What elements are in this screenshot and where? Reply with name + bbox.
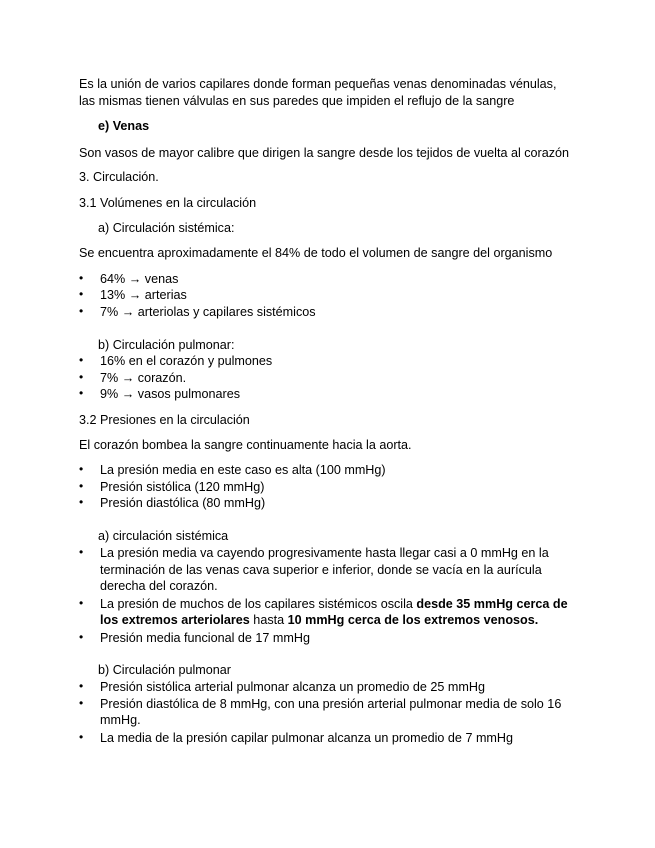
bullet-dot: • [79,596,84,610]
bullet-dot: • [79,679,84,693]
bold-text-run: desde 35 mmHg cerca de [416,597,568,611]
list-item: 13% → arterias [100,288,187,302]
list-item: Presión media funcional de 17 mmHg [100,631,311,645]
section-3-1-title: 3.1 Volúmenes en la circulación [79,196,257,210]
section-3-2-title: 3.2 Presiones en la circulación [79,413,250,427]
bullet-dot: • [79,271,84,285]
list-item: 64% → venas [100,272,179,286]
intro-line-1: Es la unión de varios capilares donde forman pequeñas venas denominadas vénulas, [79,77,557,91]
list-item-line: derecha del corazón. [100,579,218,593]
list-item: Presión sistólica (120 mmHg) [100,480,265,494]
bullet-dot: • [79,495,84,509]
bullet-dot: • [79,630,84,644]
list-item: 16% en el corazón y pulmones [100,354,273,368]
bullet-dot: • [79,287,84,301]
list-item: 7% → corazón. [100,371,187,385]
section-3-2-sub-a: a) circulación sistémica [98,529,229,543]
bold-text-run: los extremos arteriolares [100,613,250,627]
bullet-dot: • [79,462,84,476]
bullet-dot: • [79,696,84,710]
bullet-dot: • [79,353,84,367]
text-run: hasta [249,613,288,627]
list-item: La media de la presión capilar pulmonar alcanza un promedio de 7 mmHg [100,731,514,745]
section-3-title: 3. Circulación. [79,170,159,184]
list-item: La presión media en este caso es alta (100 mmHg) [100,463,386,477]
list-item: 7% → arteriolas y capilares sistémicos [100,305,316,319]
text-run: La presión de muchos de los capilares sistémicos oscila [100,597,417,611]
bullet-dot: • [79,730,84,744]
bullet-dot: • [79,479,84,493]
section-3-2-sub-b: b) Circulación pulmonar [98,663,231,677]
bold-text-run: 10 mmHg cerca de los extremos venosos. [287,613,539,627]
list-item-line: terminación de las venas cava superior e inferior, donde se vacía en la aurícula [100,563,542,577]
list-item: 9% → vasos pulmonares [100,387,240,401]
bullet-dot: • [79,386,84,400]
section-3-1-sub-b: b) Circulación pulmonar: [98,338,235,352]
list-item: Presión sistólica arterial pulmonar alcanza un promedio de 25 mmHg [100,680,485,694]
intro-line-2: las mismas tienen válvulas en sus paredes que impiden el reflujo de la sangre [79,94,515,108]
list-item-line: La presión media va cayendo progresivamente hasta llegar casi a 0 mmHg en la [100,546,549,560]
list-item-line: mmHg. [100,713,141,727]
venas-heading: e) Venas [98,119,150,133]
section-3-1-para: Se encuentra aproximadamente el 84% de todo el volumen de sangre del organismo [79,246,553,260]
bullet-dot: • [79,304,84,318]
list-item-line [100,596,568,612]
section-3-2-para: El corazón bombea la sangre continuamente hacia la aorta. [79,438,412,452]
bullet-dot: • [79,545,84,559]
bullet-dot: • [79,370,84,384]
list-item-line [100,612,538,628]
venas-text: Son vasos de mayor calibre que dirigen la sangre desde los tejidos de vuelta al corazón [79,146,570,160]
list-item-line: Presión diastólica de 8 mmHg, con una presión arterial pulmonar media de solo 16 [100,697,562,711]
section-3-1-sub-a: a) Circulación sistémica: [98,221,235,235]
list-item: Presión diastólica (80 mmHg) [100,496,266,510]
